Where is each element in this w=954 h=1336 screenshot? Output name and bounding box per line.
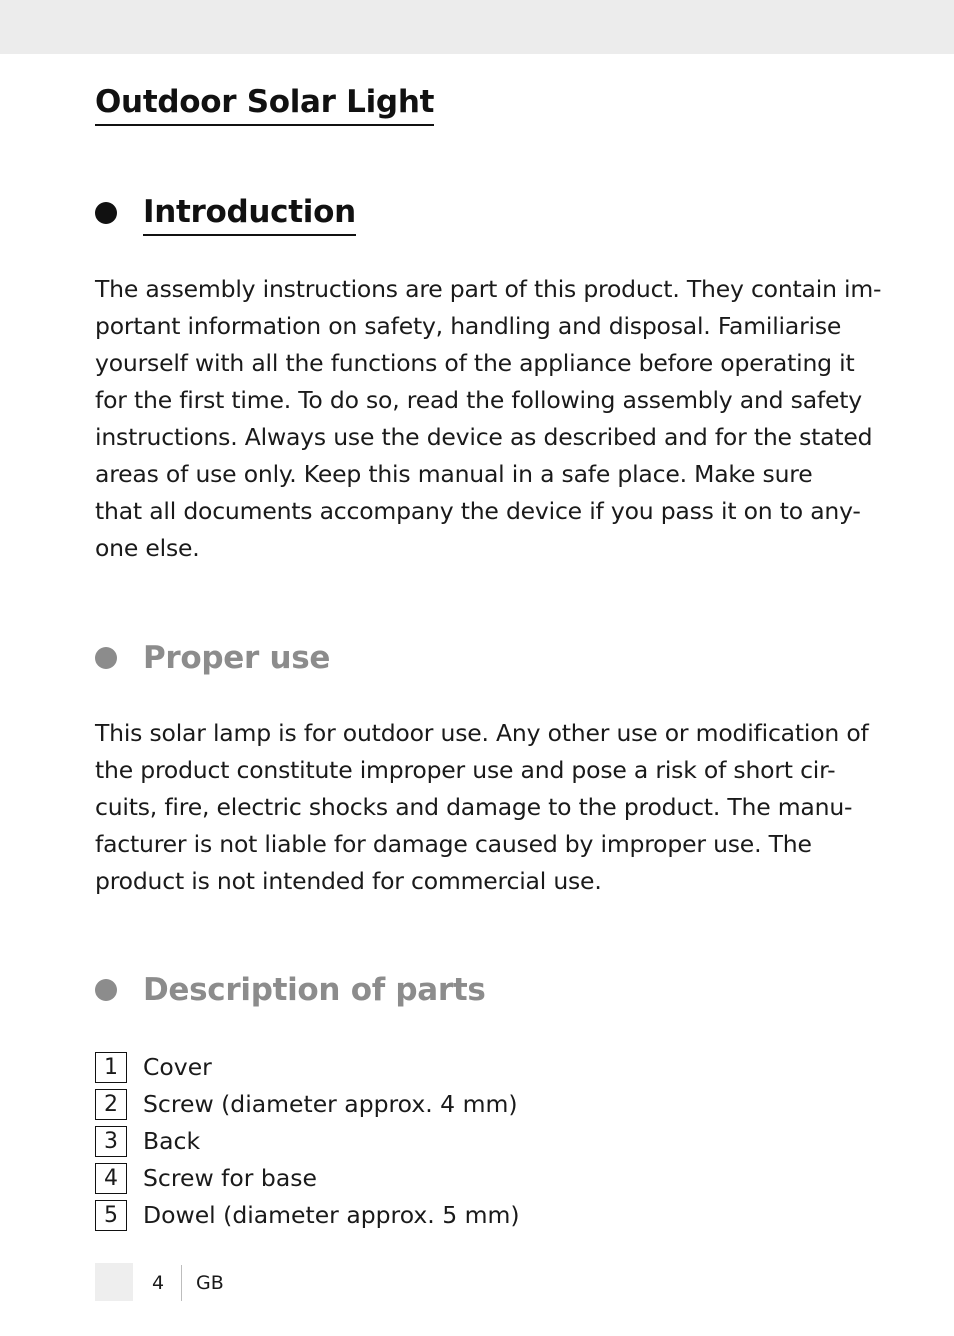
footer-marker-box [95,1263,133,1301]
part-number-box: 3 [95,1126,127,1157]
paragraph-line: instructions. Always use the device as described and for the stated [95,423,873,451]
page-number: 4 [152,1272,165,1294]
list-item [95,1123,520,1160]
part-number-box: 2 [95,1089,127,1120]
paragraph-line: that all documents accompany the device if you pass it on to any- [95,497,861,525]
paragraph-line: one else. [95,534,200,562]
introduction-heading: Introduction [143,190,356,236]
proper-use-heading: Proper use [143,640,331,676]
part-label: Screw for base [143,1164,317,1192]
part-label: Screw (diameter approx. 4 mm) [143,1090,518,1118]
footer-divider [181,1265,182,1301]
part-number-box: 5 [95,1200,127,1231]
list-item [95,1160,520,1197]
section-heading-proper-use [95,635,330,681]
part-label: Cover [143,1053,212,1081]
paragraph-line: areas of use only. Keep this manual in a safe place. Make sure [95,460,813,488]
top-header-band [0,0,954,54]
introduction-paragraph [95,271,882,567]
paragraph-line: portant information on safety, handling and disposal. Familiarise [95,312,842,340]
paragraph-line: This solar lamp is for outdoor use. Any other use or modification of [95,719,869,747]
bullet-icon [95,979,117,1001]
document-title: Outdoor Solar Light [95,80,434,126]
paragraph-line: facturer is not liable for damage caused by improper use. The [95,830,812,858]
paragraph-line: the product constitute improper use and pose a risk of short cir- [95,756,836,784]
bullet-icon [95,647,117,669]
list-item [95,1197,520,1234]
section-heading-description-of-parts [95,967,486,1013]
paragraph-line: product is not intended for commercial use. [95,867,602,895]
list-item [95,1049,520,1086]
parts-list [95,1049,520,1234]
part-label: Back [143,1127,201,1155]
paragraph-line: yourself with all the functions of the appliance before operating it [95,349,855,377]
section-heading-introduction [95,190,356,236]
proper-use-paragraph [95,715,869,900]
part-number-box: 4 [95,1163,127,1194]
paragraph-line: cuits, fire, electric shocks and damage to the product. The manu- [95,793,853,821]
description-of-parts-heading: Description of parts [143,972,486,1008]
language-code: GB [196,1272,224,1294]
paragraph-line: for the first time. To do so, read the following assembly and safety [95,386,862,414]
part-number-box: 1 [95,1052,127,1083]
bullet-icon [95,202,117,224]
list-item [95,1086,520,1123]
part-label: Dowel (diameter approx. 5 mm) [143,1201,520,1229]
paragraph-line: The assembly instructions are part of this product. They contain im- [95,275,882,303]
